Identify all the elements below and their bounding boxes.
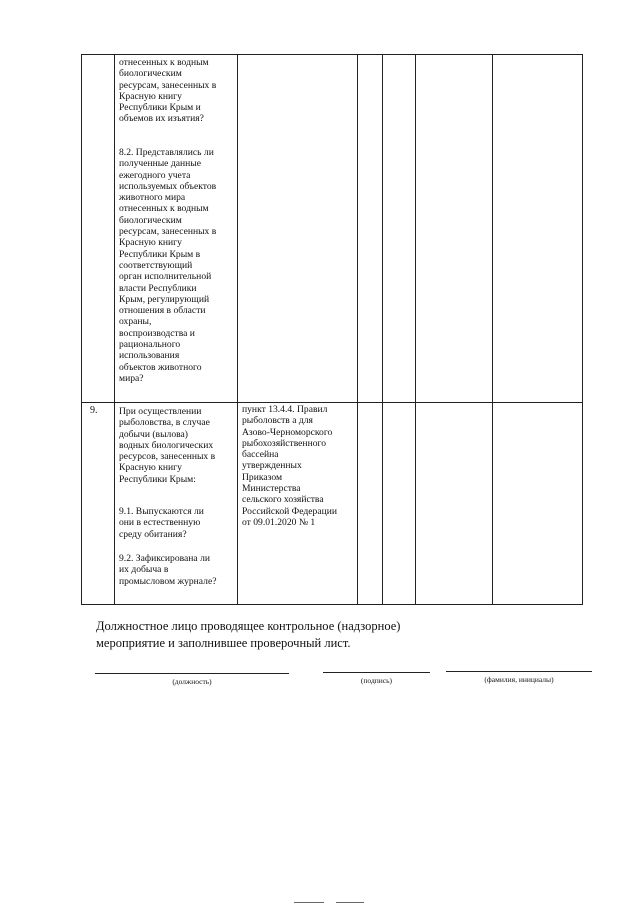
- question-9-main: При осуществлении рыболовства, в случае добычи (вылова) водных биологических ресурсов, занесенных в Красную книгу Республики Крым:: [119, 406, 216, 485]
- table-col-divider: [492, 54, 493, 605]
- question-8-2: 8.2. Представлялись ли полученные данные ежегодного учета используемых объектов животного мира отнесенных к водным биологическим ресурсам, занесенных в Красную книгу Республики Крым в соответствующий орган исполнительной власти Республики Крым, регулирующий отношения в области охраны, воспроизводства и рационального использования объектов животного мира?: [119, 147, 217, 384]
- inspector-statement: Должностное лицо проводящее контрольное (надзорное) мероприятие и заполнившее проверочный лист.: [96, 619, 401, 650]
- table-col-divider: [415, 54, 416, 605]
- position-line: [95, 673, 289, 674]
- table-col-divider: [237, 54, 238, 605]
- name-line: [446, 671, 592, 672]
- question-9-1: 9.1. Выпускаются ли они в естественную среду обитания?: [119, 506, 204, 540]
- question-9-2: 9.2. Зафиксирована ли их добыча в промысловом журнале?: [119, 553, 217, 587]
- position-label: (должность): [172, 677, 212, 686]
- table-top-border: [81, 54, 583, 55]
- table-left-border: [81, 54, 82, 605]
- table-col-divider: [357, 54, 358, 605]
- question-8-1-tail: отнесенных к водным биологическим ресурсам, занесенных в Красную книгу Республики Крым и объемов их изъятия?: [119, 57, 217, 125]
- signature-label: (подпись): [360, 676, 393, 685]
- scan-artifact: [294, 902, 324, 903]
- signature-line: [323, 672, 430, 673]
- table-right-border: [582, 54, 583, 605]
- scan-artifact: [336, 902, 364, 903]
- name-label: (фамилия, инициалы): [484, 675, 554, 684]
- row-number: 9.: [90, 405, 98, 416]
- table-col-divider: [114, 54, 115, 605]
- requirement-reference: пункт 13.4.4. Правил рыболовств а для Азово-Черноморского рыбохозяйственного бассейна утвержденных Приказом Министерства сельского хозяйства Российской Федерации от 09.01.2020 № 1: [242, 404, 337, 528]
- table-row-divider: [81, 402, 583, 403]
- table-bottom-border: [81, 604, 583, 605]
- table-col-divider: [382, 54, 383, 605]
